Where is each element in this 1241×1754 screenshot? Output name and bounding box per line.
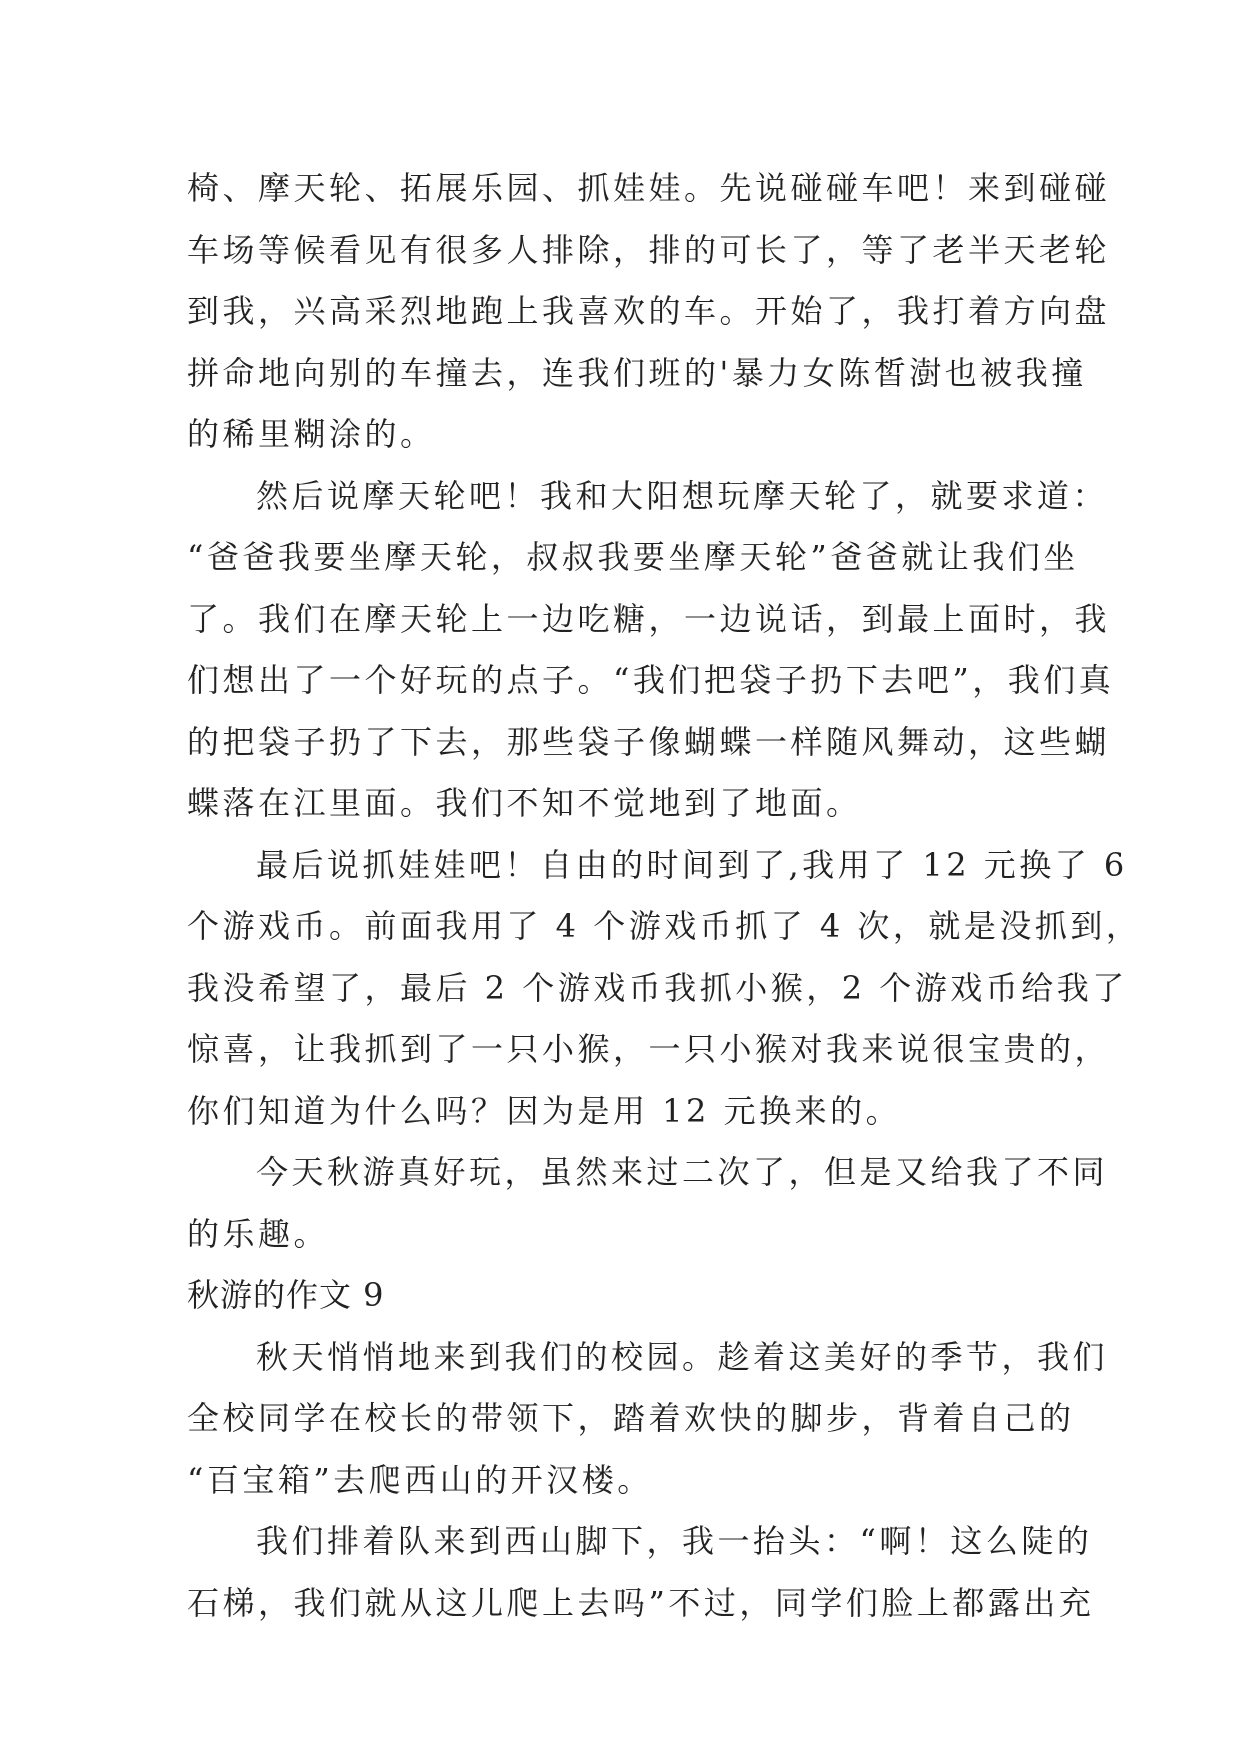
text-line: 的把袋子扔了下去，那些袋子像蝴蝶一样随风舞动，这些蝴 [187, 722, 1111, 761]
text-line: 惊喜，让我抓到了一只小猴，一只小猴对我来说很宝贵的， [187, 1030, 1111, 1068]
text-line: “爸爸我要坐摩天轮，叔叔我要坐摩天轮”爸爸就让我们坐 [187, 538, 1079, 576]
text-line: 你们知道为什么吗？因为是用 12 元换来的。 [187, 1091, 902, 1130]
text-line: 秋天悄悄地来到我们的校园。趁着这美好的季节，我们 [256, 1337, 1109, 1376]
text-line: 了。我们在摩天轮上一边吃糖，一边说话，到最上面时，我 [187, 599, 1111, 638]
text-line: 椅、摩天轮、拓展乐园、抓娃娃。先说碰碰车吧！来到碰碰 [187, 169, 1111, 207]
section-title: 秋游的作文 9 [187, 1276, 385, 1314]
text-line: 个游戏币。前面我用了 4 个游戏币抓了 4 次，就是没抓到， [187, 907, 1142, 945]
text-line: 拼命地向别的车撞去，连我们班的'暴力女陈皙澍也被我撞 [187, 353, 1087, 392]
text-line: 到我，兴高采烈地跑上我喜欢的车。开始了，我打着方向盘 [187, 292, 1111, 330]
text-line: 全校同学在校长的带领下，踏着欢快的脚步，背着自己的 [187, 1399, 1075, 1437]
text-line: 然后说摩天轮吧！我和大阳想玩摩天轮了，就要求道： [256, 476, 1109, 515]
paragraph-1 [187, 158, 1111, 466]
text-line: 蝶落在江里面。我们不知不觉地到了地面。 [187, 784, 862, 822]
paragraph-2 [187, 466, 1115, 835]
paragraph-6 [187, 1511, 1095, 1634]
document-body [187, 158, 1142, 1634]
paragraph-5 [187, 1327, 1109, 1512]
text-line: 的稀里糊涂的。 [187, 415, 436, 453]
paragraph-4 [187, 1142, 1109, 1265]
text-line: 石梯，我们就从这儿爬上去吗”不过，同学们脸上都露出充 [187, 1583, 1095, 1622]
text-line: 车场等候看见有很多人排除，排的可长了，等了老半天老轮 [187, 230, 1111, 269]
text-line: 我们排着队来到西山脚下，我一抬头：“啊！这么陡的 [256, 1522, 1093, 1560]
text-line: 今天秋游真好玩，虽然来过二次了，但是又给我了不同 [256, 1153, 1109, 1191]
text-line: 的乐趣。 [187, 1214, 330, 1253]
text-line: “百宝箱”去爬西山的开汉楼。 [187, 1460, 653, 1499]
text-line: 们想出了一个好玩的点子。“我们把袋子扔下去吧”，我们真 [187, 661, 1115, 699]
text-line: 我没希望了，最后 2 个游戏币我抓小猴，2 个游戏币给我了 [187, 968, 1128, 1007]
paragraph-3 [187, 835, 1142, 1143]
text-line: 最后说抓娃娃吧！自由的时间到了,我用了 12 元换了 6 [256, 845, 1128, 884]
